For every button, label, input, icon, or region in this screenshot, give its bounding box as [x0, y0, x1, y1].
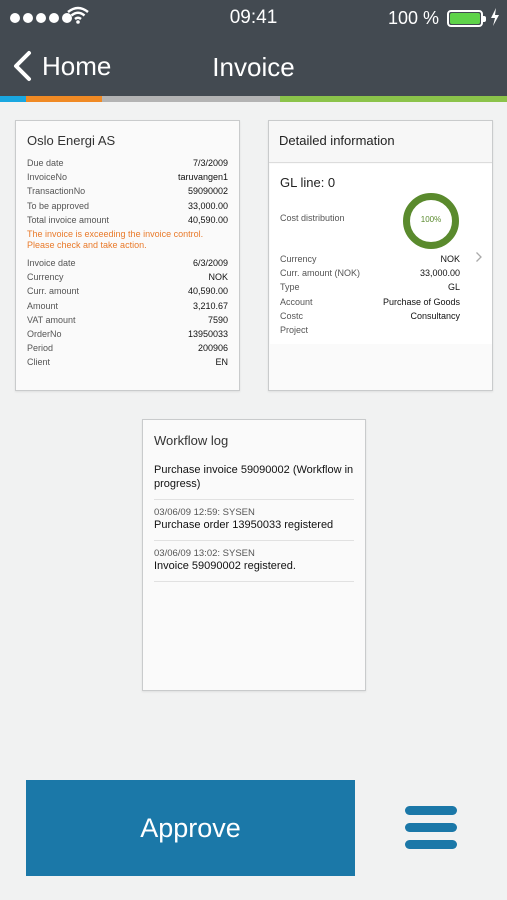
cost-distribution-label: Cost distribution	[280, 213, 345, 223]
detail-field	[280, 266, 460, 280]
detail-field-label: Currency	[280, 254, 317, 264]
detail-field	[280, 252, 460, 266]
detail-field-label: Account	[280, 296, 313, 307]
detail-title: Detailed information	[279, 133, 395, 148]
invoice-field	[27, 256, 228, 270]
invoice-field-value: 6/3/2009	[192, 257, 228, 268]
invoice-field	[27, 184, 228, 198]
stripe-segment-2	[26, 96, 102, 102]
chevron-right-icon[interactable]	[475, 251, 483, 263]
invoice-field-value: 13950033	[187, 328, 228, 339]
invoice-field	[27, 313, 228, 327]
workflow-entry-meta: 03/06/09 13:02: SYSEN	[154, 548, 255, 559]
detail-field-value: Purchase of Goods	[382, 296, 460, 307]
workflow-entry-meta: 03/06/09 12:59: SYSEN	[154, 507, 255, 518]
invoice-field-value: 33,000.00	[187, 200, 228, 211]
detail-field-label: Project	[280, 324, 309, 335]
invoice-field	[27, 341, 228, 355]
charging-icon	[490, 8, 500, 26]
stripe-segment-1	[0, 96, 26, 102]
invoice-card[interactable]	[15, 120, 240, 391]
detail-field-label: Curr. amount (NOK)	[280, 268, 361, 279]
invoice-field-label: Due date	[27, 158, 64, 168]
page-title: Invoice	[212, 52, 295, 82]
invoice-field-value: 3,210.67	[192, 300, 228, 311]
invoice-field-value: 7590	[207, 314, 228, 325]
battery-percent: 100 %	[388, 8, 440, 28]
detail-field	[280, 295, 460, 309]
invoice-field	[27, 284, 228, 298]
cost-percent: 100%	[420, 215, 442, 224]
workflow-entry-text: Purchase invoice 59090002 (Workflow in progress)	[154, 464, 354, 490]
detail-field	[280, 309, 460, 323]
invoice-field-value: 40,590.00	[187, 214, 228, 225]
gl-line-panel[interactable]	[270, 164, 492, 344]
invoice-warning: The invoice is exceeding the invoice control. Please check and take action.	[27, 228, 204, 251]
invoice-field-label: InvoiceNo	[27, 172, 68, 183]
invoice-field	[27, 213, 228, 227]
invoice-field	[27, 299, 228, 313]
menu-icon[interactable]	[405, 806, 457, 848]
invoice-field-label: Period	[27, 343, 54, 354]
detail-field-label: Type	[280, 282, 300, 293]
invoice-field	[27, 156, 228, 170]
stripe-segment-3	[102, 96, 280, 102]
invoice-field-value: 7/3/2009	[192, 158, 228, 168]
invoice-field-value: 200906	[197, 343, 228, 354]
invoice-field-label: Invoice date	[27, 257, 76, 268]
invoice-field-label: Currency	[27, 272, 64, 283]
invoice-field-label: TransactionNo	[27, 186, 86, 197]
status-bar	[0, 0, 507, 36]
detail-field-value: NOK	[440, 254, 460, 264]
invoice-field-value: EN	[215, 357, 228, 368]
invoice-field-value: taruvangen1	[177, 172, 228, 183]
invoice-field-label: To be approved	[27, 200, 90, 211]
invoice-field-value: 59090002	[187, 186, 228, 197]
invoice-field-label: VAT amount	[27, 314, 76, 325]
workflow-title: Workflow log	[154, 433, 229, 448]
invoice-field	[27, 199, 228, 213]
detail-field-value: 33,000.00	[419, 268, 460, 279]
back-label: Home	[42, 50, 112, 81]
invoice-field-value: NOK	[208, 272, 228, 283]
workflow-entry	[154, 541, 354, 582]
invoice-field	[27, 327, 228, 341]
invoice-field-label: Client	[27, 357, 51, 368]
invoice-field-label: OrderNo	[27, 328, 62, 339]
workflow-card[interactable]	[142, 419, 366, 691]
app-header	[0, 0, 507, 96]
invoice-field-label: Curr. amount	[27, 286, 80, 297]
invoice-field	[27, 170, 228, 184]
invoice-field	[27, 355, 228, 369]
invoice-field-label: Amount	[27, 300, 59, 311]
stripe-segment-4	[280, 96, 507, 102]
detail-field-value: GL	[447, 282, 460, 293]
workflow-entry	[154, 500, 354, 541]
workflow-entry	[154, 456, 354, 500]
invoice-field-label: Total invoice amount	[27, 214, 110, 225]
detail-field-value: Consultancy	[410, 310, 460, 321]
vendor-name: Oslo Energi AS	[27, 133, 116, 148]
invoice-field	[27, 270, 228, 284]
detail-field-label: Costc	[280, 310, 304, 321]
detail-field	[280, 323, 460, 337]
approve-button[interactable]: Approve	[26, 780, 355, 876]
detail-card[interactable]	[268, 120, 493, 391]
battery-icon	[447, 10, 483, 27]
workflow-entry-text: Invoice 59090002 registered.	[154, 560, 296, 572]
status-time: 09:41	[229, 7, 278, 28]
detail-field	[280, 280, 460, 294]
gl-line-label: GL line: 0	[280, 175, 336, 190]
invoice-field-value: 40,590.00	[187, 286, 228, 297]
workflow-entry-text: Purchase order 13950033 registered	[154, 519, 334, 531]
